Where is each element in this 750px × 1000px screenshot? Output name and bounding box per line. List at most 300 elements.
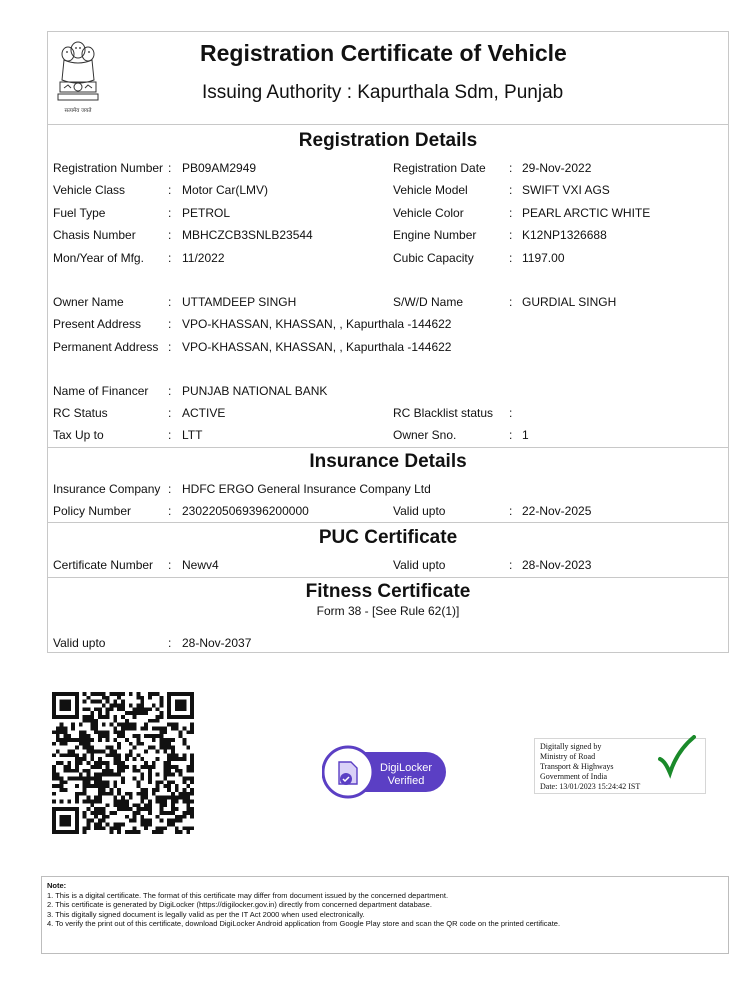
- qr-module: [190, 788, 194, 792]
- qr-module: [167, 738, 171, 742]
- qr-module: [182, 792, 186, 796]
- note-item: 3. This digitally signed document is legally valid as per the IT Act 2000 when used electronically.: [47, 909, 365, 919]
- qr-module: [102, 704, 106, 708]
- qr-module: [90, 765, 94, 769]
- qr-module: [167, 784, 171, 788]
- qr-module: [167, 780, 171, 784]
- qr-module: [175, 830, 179, 834]
- qr-module: [87, 715, 91, 719]
- qr-module: [98, 780, 102, 784]
- qr-module: [56, 738, 60, 742]
- qr-module: [113, 727, 117, 731]
- qr-module: [152, 765, 156, 769]
- qr-module: [75, 826, 79, 830]
- qr-module: [140, 792, 144, 796]
- qr-module: [190, 780, 194, 784]
- qr-module: [71, 723, 75, 727]
- qr-module: [60, 738, 64, 742]
- qr-module: [64, 692, 68, 696]
- qr-module: [129, 727, 133, 731]
- qr-module: [121, 704, 125, 708]
- colon: :: [168, 228, 172, 242]
- puc-valid-upto-value: 28-Nov-2023: [522, 558, 592, 572]
- qr-module: [179, 715, 183, 719]
- qr-module: [83, 811, 87, 815]
- qr-module: [182, 742, 186, 746]
- qr-module: [102, 792, 106, 796]
- qr-module: [75, 704, 79, 708]
- qr-module: [106, 803, 110, 807]
- qr-module: [129, 807, 133, 811]
- qr-module: [156, 799, 160, 803]
- qr-module: [67, 700, 71, 704]
- qr-module: [136, 753, 140, 757]
- qr-module: [125, 753, 129, 757]
- qr-module: [190, 776, 194, 780]
- qr-module: [179, 819, 183, 823]
- puc-certificate-number-label: Certificate Number: [53, 558, 154, 572]
- present-address-label: Present Address: [53, 317, 142, 331]
- qr-module: [125, 757, 129, 761]
- qr-module: [52, 773, 56, 777]
- qr-module: [90, 692, 94, 696]
- qr-module: [175, 769, 179, 773]
- qr-module: [98, 776, 102, 780]
- colon: :: [509, 406, 513, 420]
- qr-module: [175, 819, 179, 823]
- qr-module: [159, 803, 163, 807]
- fitness-valid-upto-value: 28-Nov-2037: [182, 636, 252, 650]
- qr-module: [56, 830, 60, 834]
- qr-module: [163, 742, 167, 746]
- national-emblem-icon: [54, 36, 102, 118]
- qr-module: [117, 692, 121, 696]
- qr-module: [159, 799, 163, 803]
- qr-module: [121, 803, 125, 807]
- qr-module: [102, 696, 106, 700]
- owner-sno-value: 1: [522, 428, 529, 442]
- qr-module: [144, 822, 148, 826]
- qr-module: [136, 784, 140, 788]
- qr-module: [60, 723, 64, 727]
- qr-module: [75, 784, 79, 788]
- qr-module: [98, 773, 102, 777]
- qr-module: [186, 715, 190, 719]
- qr-module: [75, 830, 79, 834]
- qr-module: [87, 742, 91, 746]
- qr-module: [140, 696, 144, 700]
- qr-module: [167, 796, 171, 800]
- qr-module: [171, 792, 175, 796]
- qr-module: [113, 773, 117, 777]
- qr-module: [133, 765, 137, 769]
- permanent-address-value: VPO-KHASSAN, KHASSAN, , Kapurthala -144622: [182, 340, 452, 354]
- qr-module: [52, 707, 56, 711]
- qr-module: [186, 769, 190, 773]
- note-box: [41, 876, 729, 954]
- colon: :: [509, 428, 513, 442]
- registration-date-label: Registration Date: [393, 161, 486, 175]
- qr-module: [52, 776, 56, 780]
- qr-module: [83, 738, 87, 742]
- issuing-authority: Issuing Authority : Kapurthala Sdm, Punjab: [202, 82, 564, 103]
- qr-module: [52, 830, 56, 834]
- qr-module: [175, 715, 179, 719]
- qr-module: [106, 738, 110, 742]
- qr-module: [190, 711, 194, 715]
- qr-module: [71, 727, 75, 731]
- qr-module: [186, 784, 190, 788]
- qr-module: [152, 719, 156, 723]
- qr-module: [190, 704, 194, 708]
- qr-module: [83, 830, 87, 834]
- qr-module: [156, 719, 160, 723]
- mfg-date-value: 11/2022: [182, 251, 225, 265]
- qr-module: [133, 819, 137, 823]
- qr-module: [167, 765, 171, 769]
- qr-module: [56, 692, 60, 696]
- qr-module: [113, 780, 117, 784]
- qr-module: [140, 711, 144, 715]
- qr-module: [87, 696, 91, 700]
- qr-module: [136, 734, 140, 738]
- qr-module: [56, 776, 60, 780]
- qr-module: [190, 715, 194, 719]
- qr-module: [152, 734, 156, 738]
- qr-module: [106, 780, 110, 784]
- qr-module: [144, 796, 148, 800]
- qr-module: [140, 727, 144, 731]
- qr-module: [67, 822, 71, 826]
- qr-module: [148, 803, 152, 807]
- qr-module: [83, 792, 87, 796]
- qr-module: [67, 753, 71, 757]
- qr-module: [113, 796, 117, 800]
- qr-module: [186, 807, 190, 811]
- qr-module: [156, 830, 160, 834]
- qr-module: [167, 692, 171, 696]
- vehicle-color-value: PEARL ARCTIC WHITE: [522, 206, 651, 220]
- qr-module: [148, 811, 152, 815]
- qr-module: [98, 807, 102, 811]
- qr-module: [90, 700, 94, 704]
- qr-module: [113, 750, 117, 754]
- note-item: 2. This certificate is generated by DigiLocker (https://digilocker.gov.in) directly from concerned department database.: [47, 900, 432, 910]
- qr-module: [133, 734, 137, 738]
- qr-module: [94, 826, 98, 830]
- qr-module: [175, 788, 179, 792]
- qr-module: [182, 796, 186, 800]
- qr-module: [56, 734, 60, 738]
- qr-module: [175, 807, 179, 811]
- qr-module: [117, 792, 121, 796]
- qr-module: [90, 784, 94, 788]
- qr-module: [156, 780, 160, 784]
- fitness-valid-upto-label: Valid upto: [53, 636, 106, 650]
- qr-module: [98, 784, 102, 788]
- qr-module: [190, 769, 194, 773]
- qr-module: [102, 761, 106, 765]
- qr-module: [190, 700, 194, 704]
- qr-module: [79, 730, 83, 734]
- qr-module: [182, 738, 186, 742]
- qr-module: [140, 776, 144, 780]
- vehicle-model-label: Vehicle Model: [393, 183, 468, 197]
- qr-module: [133, 727, 137, 731]
- emblem-motto: सत्यमेव जयते: [64, 108, 92, 114]
- qr-module: [87, 750, 91, 754]
- fuel-type-label: Fuel Type: [53, 206, 106, 220]
- qr-module: [163, 776, 167, 780]
- qr-module: [171, 780, 175, 784]
- qr-module: [125, 711, 129, 715]
- qr-module: [94, 727, 98, 731]
- colon: :: [168, 482, 172, 496]
- qr-module: [121, 796, 125, 800]
- qr-module: [171, 723, 175, 727]
- qr-module: [121, 727, 125, 731]
- qr-module: [67, 734, 71, 738]
- colon: :: [168, 428, 172, 442]
- qr-module: [133, 769, 137, 773]
- qr-module: [129, 830, 133, 834]
- qr-module: [110, 753, 114, 757]
- qr-module: [152, 727, 156, 731]
- qr-module: [83, 692, 87, 696]
- qr-module: [67, 769, 71, 773]
- qr-module: [163, 738, 167, 742]
- qr-module: [98, 700, 102, 704]
- qr-module: [67, 738, 71, 742]
- qr-module: [71, 750, 75, 754]
- qr-module: [125, 803, 129, 807]
- qr-module: [133, 811, 137, 815]
- qr-module: [87, 761, 91, 765]
- qr-module: [190, 765, 194, 769]
- qr-module: [90, 746, 94, 750]
- colon: :: [168, 295, 172, 309]
- qr-module: [98, 811, 102, 815]
- qr-module: [186, 776, 190, 780]
- qr-module: [190, 799, 194, 803]
- qr-module: [52, 811, 56, 815]
- qr-module: [117, 696, 121, 700]
- policy-number-value: 2302205069396200000: [182, 504, 309, 518]
- fuel-type-value: PETROL: [182, 206, 231, 220]
- qr-module: [175, 704, 179, 708]
- qr-module: [152, 704, 156, 708]
- qr-module: [64, 715, 68, 719]
- qr-module: [79, 742, 83, 746]
- qr-module: [136, 704, 140, 708]
- qr-module: [106, 700, 110, 704]
- qr-module: [186, 692, 190, 696]
- qr-module: [67, 776, 71, 780]
- qr-module: [71, 769, 75, 773]
- qr-module: [60, 830, 64, 834]
- qr-module: [171, 807, 175, 811]
- qr-module: [67, 704, 71, 708]
- badge-line-1: DigiLocker: [380, 762, 432, 774]
- colon: :: [168, 251, 172, 265]
- qr-module: [190, 761, 194, 765]
- qr-module: [75, 765, 79, 769]
- qr-module: [94, 811, 98, 815]
- qr-module: [87, 826, 91, 830]
- qr-module: [163, 769, 167, 773]
- colon: :: [168, 317, 172, 331]
- qr-module: [106, 753, 110, 757]
- qr-module: [129, 750, 133, 754]
- qr-module: [163, 761, 167, 765]
- vehicle-color-label: Vehicle Color: [393, 206, 464, 220]
- qr-module: [144, 750, 148, 754]
- qr-module: [94, 799, 98, 803]
- qr-module: [102, 807, 106, 811]
- qr-module: [102, 730, 106, 734]
- vehicle-model-value: SWIFT VXI AGS: [522, 183, 610, 197]
- qr-module: [98, 765, 102, 769]
- qr-module: [182, 776, 186, 780]
- qr-module: [159, 700, 163, 704]
- qr-module: [67, 799, 71, 803]
- qr-module: [90, 753, 94, 757]
- qr-module: [156, 715, 160, 719]
- qr-module: [64, 753, 68, 757]
- qr-module: [113, 811, 117, 815]
- qr-module: [140, 815, 144, 819]
- qr-module: [175, 753, 179, 757]
- qr-module: [83, 780, 87, 784]
- insurance-valid-upto-label: Valid upto: [393, 504, 446, 518]
- qr-module: [87, 780, 91, 784]
- qr-module: [175, 826, 179, 830]
- qr-module: [133, 776, 137, 780]
- qr-module: [94, 761, 98, 765]
- qr-module: [60, 727, 64, 731]
- qr-module: [171, 803, 175, 807]
- qr-module: [64, 727, 68, 731]
- qr-module: [159, 734, 163, 738]
- qr-module: [167, 822, 171, 826]
- qr-module: [148, 769, 152, 773]
- swd-name-label: S/W/D Name: [393, 295, 464, 309]
- qr-module: [148, 692, 152, 696]
- qr-module: [190, 696, 194, 700]
- qr-module: [152, 692, 156, 696]
- qr-module: [64, 780, 68, 784]
- qr-module: [102, 734, 106, 738]
- qr-module: [144, 707, 148, 711]
- qr-module: [148, 776, 152, 780]
- qr-module: [190, 753, 194, 757]
- qr-module: [79, 738, 83, 742]
- qr-module: [71, 715, 75, 719]
- qr-module: [71, 807, 75, 811]
- qr-module: [79, 734, 83, 738]
- qr-module: [159, 715, 163, 719]
- qr-module: [133, 815, 137, 819]
- qr-module: [75, 707, 79, 711]
- qr-module: [140, 819, 144, 823]
- qr-module: [121, 780, 125, 784]
- qr-module: [60, 761, 64, 765]
- qr-module: [117, 757, 121, 761]
- qr-module: [94, 773, 98, 777]
- qr-module: [102, 692, 106, 696]
- qr-module: [110, 811, 114, 815]
- qr-module: [140, 773, 144, 777]
- qr-module: [106, 822, 110, 826]
- qr-module: [144, 819, 148, 823]
- qr-module: [60, 784, 64, 788]
- divider: [47, 522, 729, 523]
- qr-module: [163, 803, 167, 807]
- qr-module: [94, 750, 98, 754]
- qr-module: [75, 769, 79, 773]
- qr-module: [110, 750, 114, 754]
- qr-module: [67, 819, 71, 823]
- qr-module: [117, 730, 121, 734]
- registration-number-value: PB09AM2949: [182, 161, 257, 175]
- qr-module: [179, 704, 183, 708]
- qr-module: [113, 757, 117, 761]
- qr-module: [190, 707, 194, 711]
- qr-module: [156, 826, 160, 830]
- qr-module: [156, 796, 160, 800]
- qr-module: [144, 788, 148, 792]
- qr-module: [179, 757, 183, 761]
- qr-module: [83, 734, 87, 738]
- qr-module: [129, 792, 133, 796]
- qr-module: [75, 776, 79, 780]
- note-item: 4. To verify the print out of this certificate, download DigiLocker Android application from Google Play store and scan the QR code on the printed certificate.: [47, 919, 561, 929]
- qr-module: [98, 750, 102, 754]
- qr-module: [87, 746, 91, 750]
- qr-module: [52, 753, 56, 757]
- qr-module: [144, 723, 148, 727]
- section-title-registration: Registration Details: [298, 130, 478, 151]
- qr-module: [67, 715, 71, 719]
- qr-module: [71, 753, 75, 757]
- qr-module: [121, 730, 125, 734]
- qr-module: [186, 730, 190, 734]
- qr-module: [67, 761, 71, 765]
- financer-value: PUNJAB NATIONAL BANK: [182, 384, 328, 398]
- badge-line-2: Verified: [387, 775, 425, 787]
- qr-module: [106, 734, 110, 738]
- qr-module: [87, 738, 91, 742]
- qr-module: [121, 822, 125, 826]
- policy-number-label: Policy Number: [53, 504, 132, 518]
- qr-module: [64, 700, 68, 704]
- qr-module: [171, 819, 175, 823]
- qr-module: [102, 769, 106, 773]
- qr-module: [94, 815, 98, 819]
- qr-module: [60, 730, 64, 734]
- qr-module: [79, 761, 83, 765]
- qr-module: [102, 750, 106, 754]
- qr-module: [171, 773, 175, 777]
- qr-module: [156, 734, 160, 738]
- qr-module: [182, 707, 186, 711]
- qr-module: [87, 822, 91, 826]
- qr-module: [121, 776, 125, 780]
- qr-module: [102, 723, 106, 727]
- qr-module: [175, 784, 179, 788]
- qr-module: [156, 815, 160, 819]
- qr-module: [175, 692, 179, 696]
